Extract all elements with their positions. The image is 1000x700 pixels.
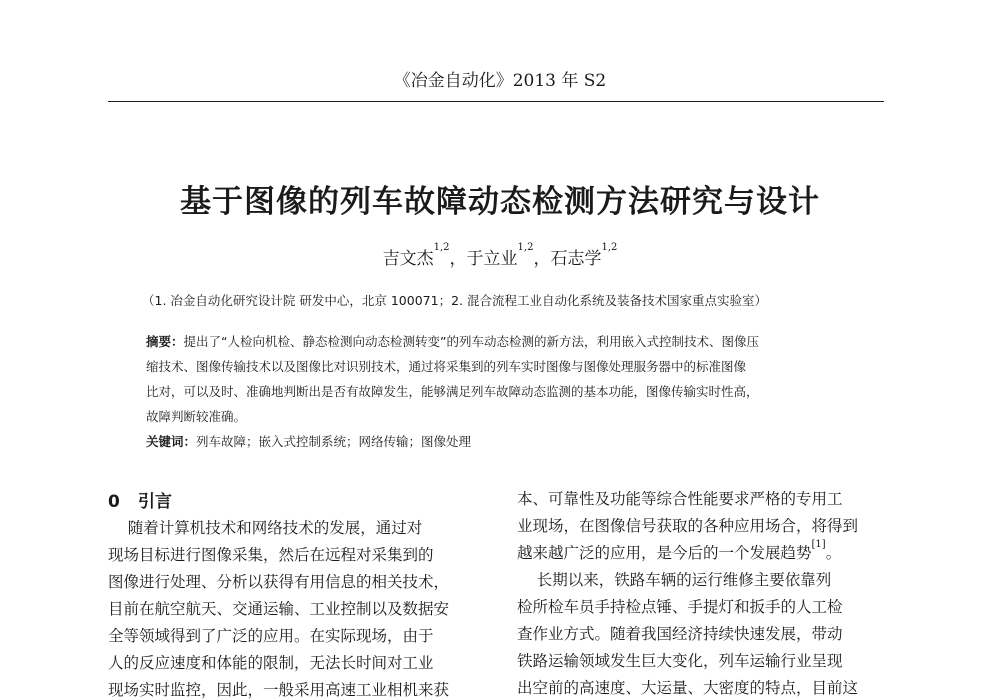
abstract-line [146, 332, 759, 350]
author-affiliation-mark: 1,2 [601, 242, 618, 253]
abstract-text: 提出了“人检向机检、静态检测向动态检测转变”的列车动态检测的新方法，利用嵌入式控制技术、图像压 [183, 334, 759, 349]
body-text-line: 人的反应速度和体能的限制，无法长时间对工业 [108, 654, 434, 672]
author-name: 石志学 [550, 249, 602, 269]
paper-title: 基于图像的列车故障动态检测方法研究与设计 [180, 184, 820, 220]
body-text-line: 铁路运输领域发生巨大变化，列车运输行业呈现 [517, 652, 843, 670]
body-text-line: 全等领域得到了广泛的应用。在实际现场，由于 [108, 627, 434, 645]
abstract-line: 缩技术、图像传输技术以及图像比对识别技术，通过将采集到的列车实时图像与图像处理服务器中的标准图像 [146, 359, 747, 374]
keywords-line [146, 432, 471, 450]
section-heading [108, 487, 172, 512]
body-text-line: 业现场，在图像信号获取的各种应用场合，将得到 [517, 517, 859, 535]
author-affiliation-mark: 1,2 [517, 242, 534, 253]
body-text: 。 [825, 544, 842, 562]
keywords-text: 列车故障；嵌入式控制系统；网络传输；图像处理 [196, 434, 472, 449]
body-text-line: 现场实时监控，因此，一般采用高速工业相机来获 [108, 681, 450, 699]
author-separator: ， [533, 249, 551, 269]
body-text-line [517, 541, 841, 563]
body-text-line: 图像进行处理、分析以获得有用信息的相关技术， [108, 573, 450, 591]
body-text-line: 查作业方式。随着我国经济持续快速发展，带动 [517, 625, 843, 643]
body-text-line: 长期以来，铁路车辆的运行维修主要依靠列 [517, 571, 832, 589]
body-text-line: 出空前的高速度、大运量、大密度的特点，目前这 [517, 679, 859, 697]
citation-ref: [1] [811, 539, 826, 550]
abstract-line: 比对，可以及时、准确地判断出是否有故障发生，能够满足列车故障动态监测的基本功能，图像传输实时性高， [146, 384, 759, 399]
body-text-line: 随着计算机技术和网络技术的发展，通过对 [108, 519, 423, 537]
author-affiliation-mark: 1,2 [433, 242, 450, 253]
author-name: 于立业 [466, 249, 518, 269]
header-rule [108, 101, 884, 102]
keywords-label: 关键词： [146, 434, 197, 449]
running-head: 《冶金自动化》2013 年 S2 [393, 71, 607, 91]
section-number: 0 [108, 492, 120, 512]
body-text-line: 本、可靠性及功能等综合性能要求严格的专用工 [517, 490, 843, 508]
author-line [0, 244, 1000, 269]
abstract-label: 摘要： [146, 334, 184, 349]
body-text-line: 目前在航空航天、交通运输、工业控制以及数据安 [108, 600, 450, 618]
section-title: 引言 [138, 492, 172, 512]
author-separator: ， [449, 249, 467, 269]
body-text-line: 检所检车员手持检点锤、手提灯和扳手的人工检 [517, 598, 843, 616]
body-text: 越来越广泛的应用，是今后的一个发展趋势 [517, 544, 812, 562]
body-text-line: 现场目标进行图像采集，然后在远程对采集到的 [108, 546, 434, 564]
affiliation: （1. 冶金自动化研究设计院 研发中心，北京 100071；2. 混合流程工业自动化系统及装备技术国家重点实验室） [142, 293, 767, 308]
abstract-line: 故障判断较准确。 [146, 409, 247, 424]
author-name: 吉文杰 [382, 249, 434, 269]
